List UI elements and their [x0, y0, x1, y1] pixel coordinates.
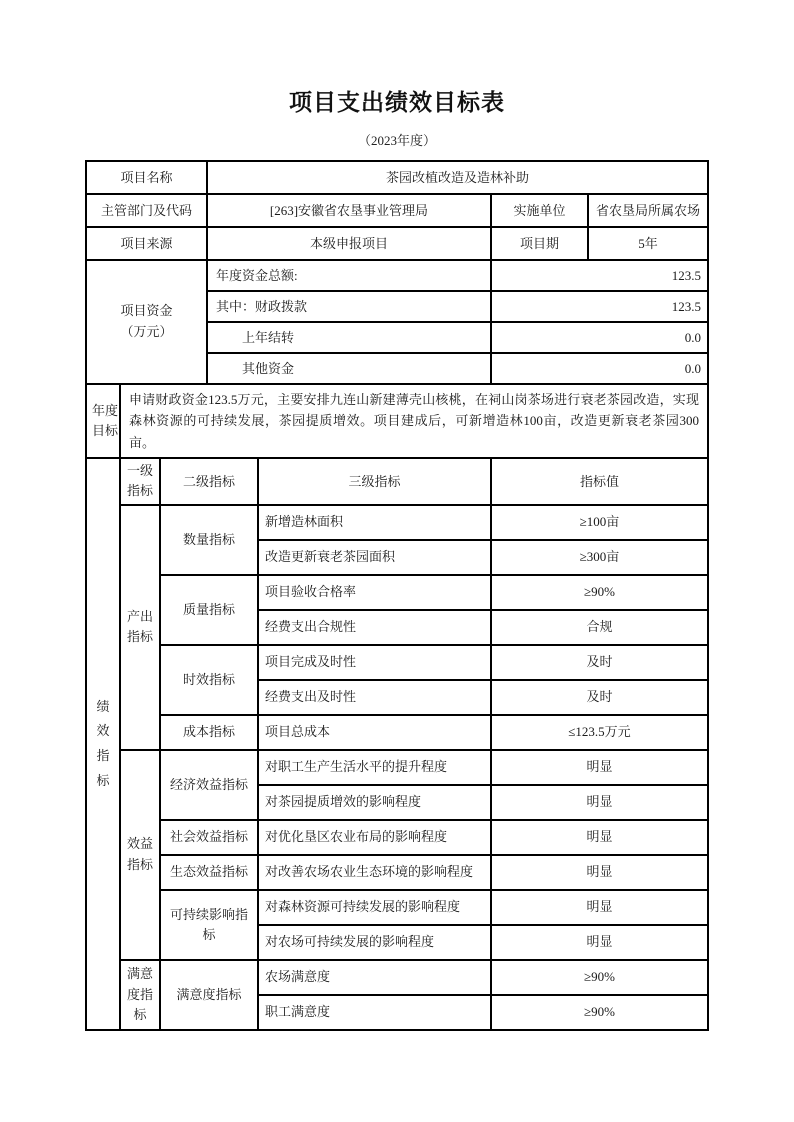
funding-label: [86, 260, 207, 384]
indicator-name: 职工满意度: [258, 995, 491, 1030]
indicator-row: [86, 575, 708, 610]
header-level3: 三级指标: [258, 458, 491, 504]
indicator-row: [86, 960, 708, 995]
funding-label-text: 项目资金（万元）: [120, 303, 173, 339]
indicator-value: 明显: [491, 820, 708, 855]
indicator-value: 明显: [491, 890, 708, 925]
page-title: 项目支出绩效目标表: [289, 90, 505, 115]
indicator-name: 经费支出及时性: [258, 680, 491, 715]
indicator-name: 对优化垦区农业布局的影响程度: [258, 820, 491, 855]
indicator-row: [86, 645, 708, 680]
indicator-row: [86, 715, 708, 750]
level1-satisfaction: [120, 960, 160, 1030]
indicator-name: 项目验收合格率: [258, 575, 491, 610]
level2-cost: 成本指标: [160, 715, 258, 750]
dept-value: [263]安徽省农垦事业管理局: [207, 194, 491, 227]
indicator-row: [86, 750, 708, 785]
funding-carryover-value: 0.0: [491, 322, 708, 353]
indicator-value: ≥300亩: [491, 540, 708, 575]
level2-sustainable: 可持续影响指标: [160, 890, 258, 960]
indicator-name: 项目完成及时性: [258, 645, 491, 680]
level2-quantity: 数量指标: [160, 505, 258, 575]
level2-ecological: 生态效益指标: [160, 855, 258, 890]
annual-goal-label: [86, 384, 120, 458]
indicator-name: 对改善农场农业生态环境的影响程度: [258, 855, 491, 890]
period-value: 5年: [588, 227, 708, 260]
source-value: 本级申报项目: [207, 227, 491, 260]
indicator-value: 明显: [491, 750, 708, 785]
perf-side-label-text: 绩效指标: [96, 698, 110, 788]
row-annual-goal: [86, 384, 708, 458]
header-level2: 二级指标: [160, 458, 258, 504]
level2-timeliness: 时效指标: [160, 645, 258, 715]
indicator-row: [86, 890, 708, 925]
funding-total-label: 年度资金总额:: [207, 260, 491, 291]
funding-fiscal-label: 其中：财政拨款: [207, 291, 491, 322]
level1-benefit: [120, 750, 160, 960]
performance-target-table: [85, 160, 709, 1031]
indicator-name: 新增造林面积: [258, 505, 491, 540]
indicator-name: 对职工生产生活水平的提升程度: [258, 750, 491, 785]
indicator-value: 明显: [491, 785, 708, 820]
level2-quality: 质量指标: [160, 575, 258, 645]
indicator-name: 农场满意度: [258, 960, 491, 995]
indicator-row: [86, 820, 708, 855]
page-subtitle: （2023年度）: [357, 133, 436, 148]
row-indicator-header: [86, 458, 708, 504]
indicator-name: 项目总成本: [258, 715, 491, 750]
indicator-value: ≥90%: [491, 575, 708, 610]
impl-unit-label: 实施单位: [491, 194, 588, 227]
header-level1-text: 一级指标: [126, 463, 153, 499]
indicator-row: [86, 505, 708, 540]
row-source: [86, 227, 708, 260]
indicator-value: 及时: [491, 680, 708, 715]
indicator-row: [86, 855, 708, 890]
level1-output-text: 产出指标: [126, 608, 153, 645]
row-project-name: [86, 161, 708, 194]
funding-total-value: 123.5: [491, 260, 708, 291]
header-level1: [120, 458, 160, 504]
period-label: 项目期: [491, 227, 588, 260]
funding-fiscal-value: 123.5: [491, 291, 708, 322]
level1-output: [120, 505, 160, 750]
indicator-value: ≤123.5万元: [491, 715, 708, 750]
annual-goal-label-text: 年度目标: [91, 403, 118, 439]
level1-satisfaction-text: 满意度指标: [126, 966, 153, 1022]
indicator-value: 及时: [491, 645, 708, 680]
project-name-label: 项目名称: [86, 161, 207, 194]
source-label: 项目来源: [86, 227, 207, 260]
row-department: [86, 194, 708, 227]
impl-unit-value: 省农垦局所属农场: [588, 194, 708, 227]
indicator-value: ≥90%: [491, 960, 708, 995]
indicator-value: 明显: [491, 925, 708, 960]
indicator-name: 经费支出合规性: [258, 610, 491, 645]
indicator-name: 对森林资源可持续发展的影响程度: [258, 890, 491, 925]
indicator-name: 对茶园提质增效的影响程度: [258, 785, 491, 820]
indicator-value: 明显: [491, 855, 708, 890]
header-value: 指标值: [491, 458, 708, 504]
dept-label: 主管部门及代码: [86, 194, 207, 227]
funding-other-label: 其他资金: [207, 353, 491, 384]
level1-benefit-text: 效益指标: [126, 836, 153, 872]
indicator-value: ≥100亩: [491, 505, 708, 540]
level2-social: 社会效益指标: [160, 820, 258, 855]
level2-economic: 经济效益指标: [160, 750, 258, 820]
level2-satisfaction: 满意度指标: [160, 960, 258, 1030]
project-name-value: 茶园改植改造及造林补助: [207, 161, 708, 194]
funding-carryover-label: 上年结转: [207, 322, 491, 353]
funding-other-value: 0.0: [491, 353, 708, 384]
row-funding-total: [86, 260, 708, 291]
annual-goal-text: 申请财政资金123.5万元，主要安排九连山新建薄壳山核桃，在祠山岗茶场进行衰老茶园改造，实现森林资源的可持续发展，茶园提质增效。项目建成后，可新增造林100亩，改造更新衰老茶园300亩。: [120, 384, 708, 458]
perf-side-label: [86, 458, 120, 1029]
indicator-name: 对农场可持续发展的影响程度: [258, 925, 491, 960]
indicator-name: 改造更新衰老茶园面积: [258, 540, 491, 575]
indicator-value: 合规: [491, 610, 708, 645]
indicator-value: ≥90%: [491, 995, 708, 1030]
